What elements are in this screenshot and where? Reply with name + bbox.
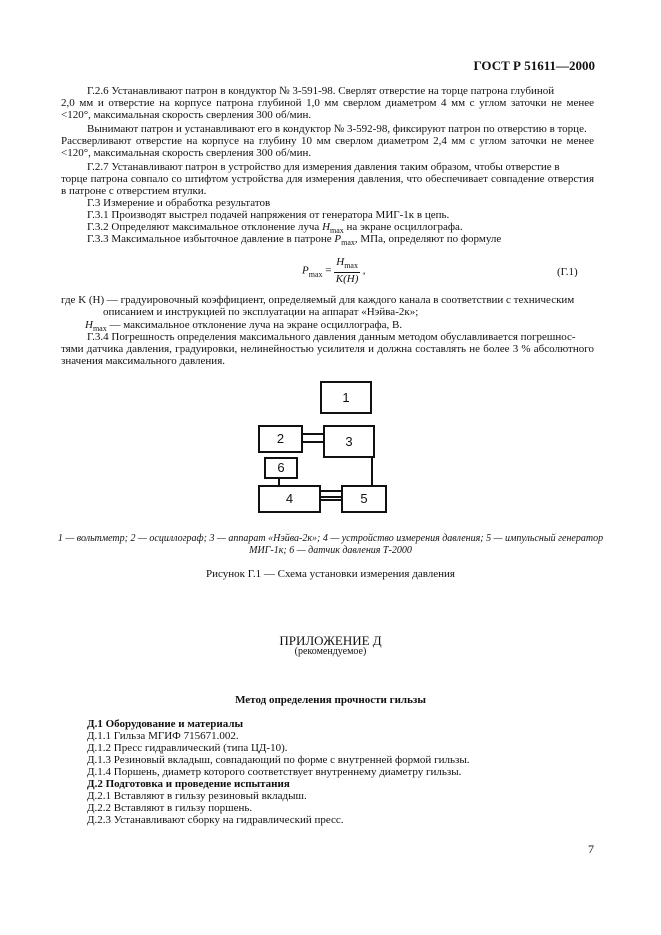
paragraph-g33: Г.3.3 Максимальное избыточное давление в патроне $P_{max}$, МПа, определяют по формуле (87, 233, 502, 248)
item-d2-1: Д.2.1 Вставляют в гильзу резиновый вкладыш. (87, 790, 307, 802)
diagram-box-6: 6 (264, 457, 298, 479)
figure-legend-line2: МИГ-1к; 6 — датчик давления Т-2000 (249, 545, 412, 556)
item-d2-2: Д.2.2 Вставляют в гильзу поршень. (87, 802, 253, 814)
where-line2: описанием и инструкцией по эксплуатации на аппарат «Нэйва-2к»; (103, 306, 419, 318)
paragraph-g26b-line3: <120°, максимальная скорость сверления 300 об/мин. (61, 147, 312, 159)
appendix-title: ПРИЛОЖЕНИЕ Д (279, 633, 382, 648)
where-line1: где K (H) — градуировочный коэффициент, определяемый для каждого канала в соответствии с техническим (61, 294, 575, 306)
item-d1-4: Д.1.4 Поршень, диаметр которого соответствует внутреннему диаметру гильзы. (87, 766, 462, 778)
method-title: Метод определения прочности гильзы (235, 694, 426, 706)
appendix-subtitle: (рекомендуемое) (294, 646, 367, 657)
paragraph-g26b-line2: Рассверливают отверстие на корпусе на глубину 10 мм сверлом диаметром 2,4 мм с углом заточки не менее (61, 135, 594, 147)
diagram-box-4: 4 (258, 485, 321, 513)
connector-2-3-top (301, 433, 323, 435)
diagram-box-1: 1 (320, 381, 372, 414)
diagram-box-2: 2 (258, 425, 303, 453)
paragraph-g34-line2: тями датчика давления, градуировки, нелинейностью усилителя и должна составлять не более 3 % абсолютного (61, 343, 594, 355)
item-d2-3: Д.2.3 Устанавливают сборку на гидравлический пресс. (87, 814, 344, 826)
diagram-box-5: 5 (341, 485, 387, 513)
formula-fraction: $\frac{H_{max}}{K(H)}$ (335, 256, 359, 286)
paragraph-g27-line3: в патроне с отверстием втулки. (61, 185, 207, 197)
diagram-box-3: 3 (323, 425, 375, 458)
paragraph-g26b-line1: Вынимают патрон и устанавливают его в кондуктор № 3-592-98, фиксируют патрон по отверстию в торце. (87, 123, 587, 135)
paragraph-g32: Г.3.2 Определяют максимальное отклонение луча $H_{max}$ на экране осциллографа. (87, 221, 463, 236)
figure-legend-line1: 1 — вольтметр; 2 — осциллограф; 3 — аппарат «Нэйва-2к»; 4 — устройство измерения давления; 5 — импульсный генератор (57, 533, 604, 544)
item-d1-1: Д.1.1 Гильза МГИФ 715671.002. (87, 730, 239, 742)
section-d1-title: Д.1 Оборудование и материалы (87, 718, 244, 730)
figure-caption: Рисунок Г.1 — Схема установки измерения давления (206, 568, 455, 580)
paragraph-g26-line2: 2,0 мм и отверстие на корпусе патрона глубиной 1,0 мм сверлом диаметром 4 мм с углом заточки не менее (61, 97, 594, 109)
connector-4-5-top (319, 490, 341, 492)
paragraph-g26-line3: <120°, максимальная скорость сверления 300 об/мин. (61, 109, 312, 121)
paragraph-g31: Г.3.1 Производят выстрел подачей напряжения от генератора МИГ-1к в цепь. (87, 209, 450, 221)
section-d2-title: Д.2 Подготовка и проведение испытания (87, 778, 290, 790)
paragraph-g34-line3: значения максимального давления. (61, 355, 226, 367)
section-g3-title: Г.3 Измерение и обработка результатов (87, 197, 271, 209)
connector-2-3-bottom (301, 441, 323, 443)
document-header: ГОСТ Р 51611—2000 (473, 58, 595, 73)
paragraph-g27-line2: торце патрона совпало со штифтом устройства для измерения давления, что обеспечивает совпадение отверстия (61, 173, 594, 185)
page-number: 7 (588, 842, 594, 856)
item-d1-2: Д.1.2 Пресс гидравлический (типа ЦД-10). (87, 742, 288, 754)
where-line3: $H_{max}$ — максимальное отклонение луча на экране осциллографа, В. (85, 319, 403, 334)
paragraph-g26-line1: Г.2.6 Устанавливают патрон в кондуктор № 3-591-98. Сверлят отверстие на торце патрона глубиной (87, 85, 555, 97)
paragraph-g34-line1: Г.3.4 Погрешность определения максимального давления данным методом обуславливается погрешнос- (87, 331, 576, 343)
item-d1-3: Д.1.3 Резиновый вкладыш, совпадающий по форме с внутренней формой гильзы. (87, 754, 470, 766)
formula-number: (Г.1) (557, 266, 578, 278)
formula-g1: $P_{max}$ = $\frac{H_{max}}{K(H)}$ , (302, 256, 366, 286)
connector-4-5-bottom (319, 496, 341, 498)
paragraph-g27-line1: Г.2.7 Устанавливают патрон в устройство для измерения давления таким образом, чтобы отверстие в (87, 161, 560, 173)
